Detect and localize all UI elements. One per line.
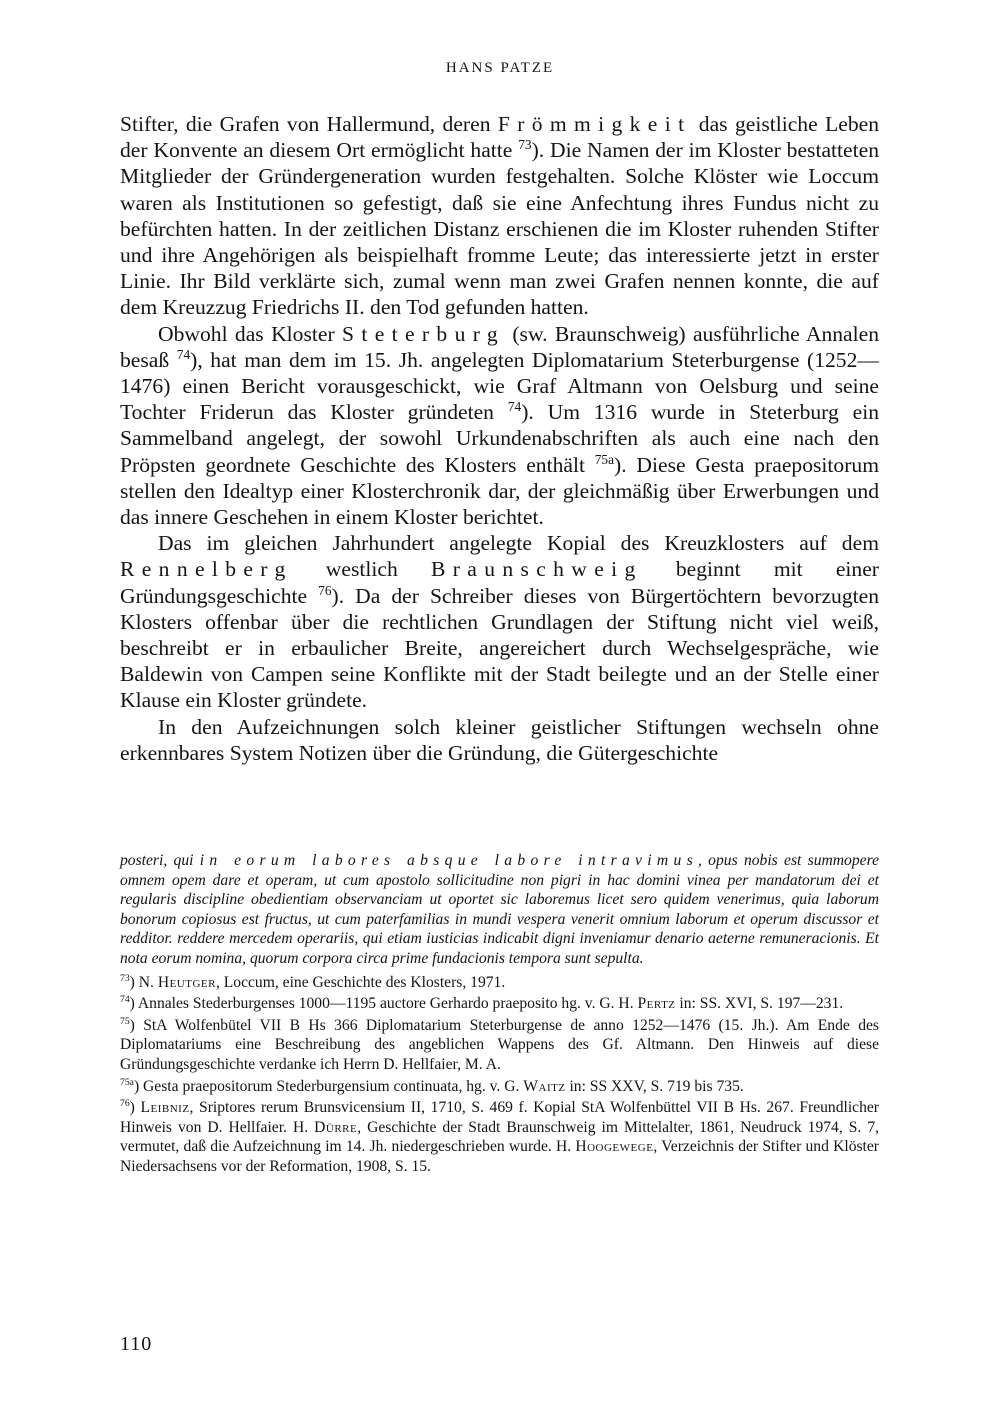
text-run: ), hat man dem im 15. Jh. angelegten Diplomatarium Steterburgense (1252—1476) einen Bericht vorausgeschickt, wie Graf Altmann von Oelsburg und seine Tochter Friderun das Kloster gründeten (120, 347, 879, 425)
text-run: das geistliche Leben der Konvente an diesem Ort ermöglicht hatte (120, 112, 879, 163)
paragraph-4: In den Aufzeichnungen solch kleiner geistlicher Stiftungen wechseln ohne erkennbares System Notizen über die Gründung, die Gütergeschichte (120, 714, 879, 765)
spaced-emphasis: Braunschweig (430, 557, 643, 582)
text-run: ) Annales Stederburgenses 1000—1195 auctore Gerhardo praeposito hg. v. G. H. (129, 995, 638, 1013)
footnote-75 (120, 1016, 879, 1075)
text-run: , Verzeichnis der Stifter und Klöster Niedersachsens vor der Reformation, 1908, S. 15. (120, 1138, 880, 1175)
spaced-emphasis: in eorum labores absque labore intravimus (199, 852, 698, 869)
paragraph-2 (120, 321, 879, 531)
text-run: ) Gesta praepositorum Stederburgensium continuata, hg. v. G. (133, 1077, 524, 1095)
author-name: Hoogewege (575, 1138, 654, 1156)
footnote-73 (120, 973, 879, 993)
text-run: ) (129, 1099, 141, 1117)
text-run: ) StA Wolfenbütel VII B Hs 366 Diplomatarium Steterburgense de anno 1252—1476 (15. Jh.). Am Ende des Diplomatariums eine Beschreibung des angeblichen Wappens des Gf. Altmann. Den Hinweis auf diese Gründungsgeschichte verdanke ich Herrn D. Hellfaier, M. A. (120, 1016, 879, 1073)
author-name: Heutger (157, 973, 216, 991)
text-run: , Geschichte der Stadt Braunschweig im Mittelalter, 1861, Neudruck 1974, S. 7, vermutet, daß die Aufzeichnung im 14. Jh. niedergeschrieben wurde. H. (120, 1118, 880, 1156)
page-number: 110 (120, 1333, 153, 1355)
text-run: Obwohl das Kloster (158, 321, 342, 346)
text-run: , Sriptores rerum Brunsvicensium II, 1710, S. 469 f. Kopial StA Wolfenbüttel VII B Hs. 267. Freundlicher Hinweis von D. Hellfaier. H. (120, 1099, 880, 1136)
main-text (120, 111, 879, 766)
footnote-76 (120, 1098, 879, 1176)
text-run: Stifter, die Grafen von Hallermund, deren (120, 112, 498, 136)
text-run: in: SS XXV, S. 719 bis 735. (565, 1077, 744, 1095)
text-run: posteri, qui (120, 852, 200, 869)
footnote-ref-73[interactable]: 73 (518, 137, 532, 153)
paragraph-3 (120, 530, 879, 713)
paragraph-1 (120, 111, 879, 321)
footnote-marker: 76 (120, 1097, 130, 1109)
author-name: Pertz (637, 995, 676, 1013)
text-run: westlich (292, 557, 431, 582)
text-run: ). Diese Gesta praepositorum stellen den Idealtyp einer Klosterchronik dar, der gleichmäßig über Erwerbungen und das innere Geschehen in einem Kloster berichtet. (120, 452, 879, 530)
text-run: ) N. (129, 973, 158, 991)
running-head: HANS PATZE (445, 60, 555, 76)
author-name: Dürre (314, 1118, 358, 1136)
footnote-marker: 75 (120, 1015, 130, 1027)
footnote-74 (120, 994, 879, 1014)
text-run: Das im gleichen Jahrhundert angelegte Kopial des Kreuzklosters auf dem (158, 531, 879, 556)
text-run: ). Die Namen der im Kloster bestatteten Mitglieder der Gründergeneration wurden festgehalten. Solche Klöster wie Loccum waren als Institutionen so gefestigt, daß sie eine Anfechtung ihres Fundus nicht zu befürchten hatten. In der zeitlichen Distanz erschienen die im Kloster ruhenden Stifter und ihre Angehörigen als beispielhaft fromme Leute; das interessierte jetzt in erster Linie. Ihr Bild verklärte sich, zumal wenn man zwei Grafen nennen konnte, die auf dem Kreuzzug Friedrichs II. den Tod gefunden hatten. (120, 138, 879, 320)
footnote-ref-74[interactable]: 74 (176, 346, 191, 362)
text-run: ). Da der Schreiber dieses von Bürgertöchtern bevorzugten Klosters offenbar über die rechtlichen Grundlagen der Stiftung nicht viel weiß, beschreibt er in erbaulicher Breite, angereichert durch Wechselgespräche, wie Baldewin von Campen seine Konflikte mit der Stadt beilegte und an der Stelle einer Klause ein Kloster gründete. (120, 583, 880, 713)
text-run: , opus nobis est summopere omnem opem dare et operam, ut cum apostolo sollicitudine non pigri in hac domini vinea per mandatorum dei et regularis discipline obedientiam observanciam ut oportet sic laboremus licet sero quidem venerimus, quia laborum bonorum copiosus est fructus, ut cum paterfamilias in mundi vespera venerit omnium laborum et operum discussor et redditor. reddere mercedem operariis, qui etiam iusticias indicabit digni inveniamur denario aeterne remuneracionis. Et nota eorum nomina, quorum corpora circa prime fundacionis tempora sunt sepulta. (120, 852, 879, 967)
spaced-emphasis: Frömmigkeit (497, 112, 692, 136)
text-run: beginnt mit einer Gründungsgeschichte (120, 557, 880, 608)
text-run: (sw. Braunschweig) ausführliche Annalen besaß (120, 321, 879, 372)
text-run: , Loccum, eine Geschichte des Klosters, 1971. (215, 973, 506, 991)
footnote-marker: 74 (120, 993, 130, 1005)
footnote-75a (120, 1077, 879, 1097)
spaced-emphasis: Steterburg (342, 321, 505, 346)
text-run: in: SS. XVI, S. 197—231. (675, 995, 844, 1013)
author-name: Waitz (523, 1077, 566, 1095)
footnotes (120, 851, 879, 1179)
text-run: ). Um 1316 wurde in Steterburg ein Sammelband angelegt, der sowohl Urkundenabschriften als auch eine nach den Pröpsten geordnete Geschichte des Klosters enthält (120, 400, 879, 477)
footnote-ref-74[interactable]: 74 (507, 399, 522, 415)
footnote-marker: 75a (120, 1076, 134, 1088)
author-name: Leibniz (140, 1099, 190, 1117)
spaced-emphasis: Rennelberg (120, 557, 293, 582)
footnote-quote (120, 851, 879, 969)
footnote-ref-75a[interactable]: 75a (594, 451, 615, 467)
footnote-ref-76[interactable]: 76 (318, 582, 332, 598)
footnote-marker: 73 (120, 972, 130, 984)
